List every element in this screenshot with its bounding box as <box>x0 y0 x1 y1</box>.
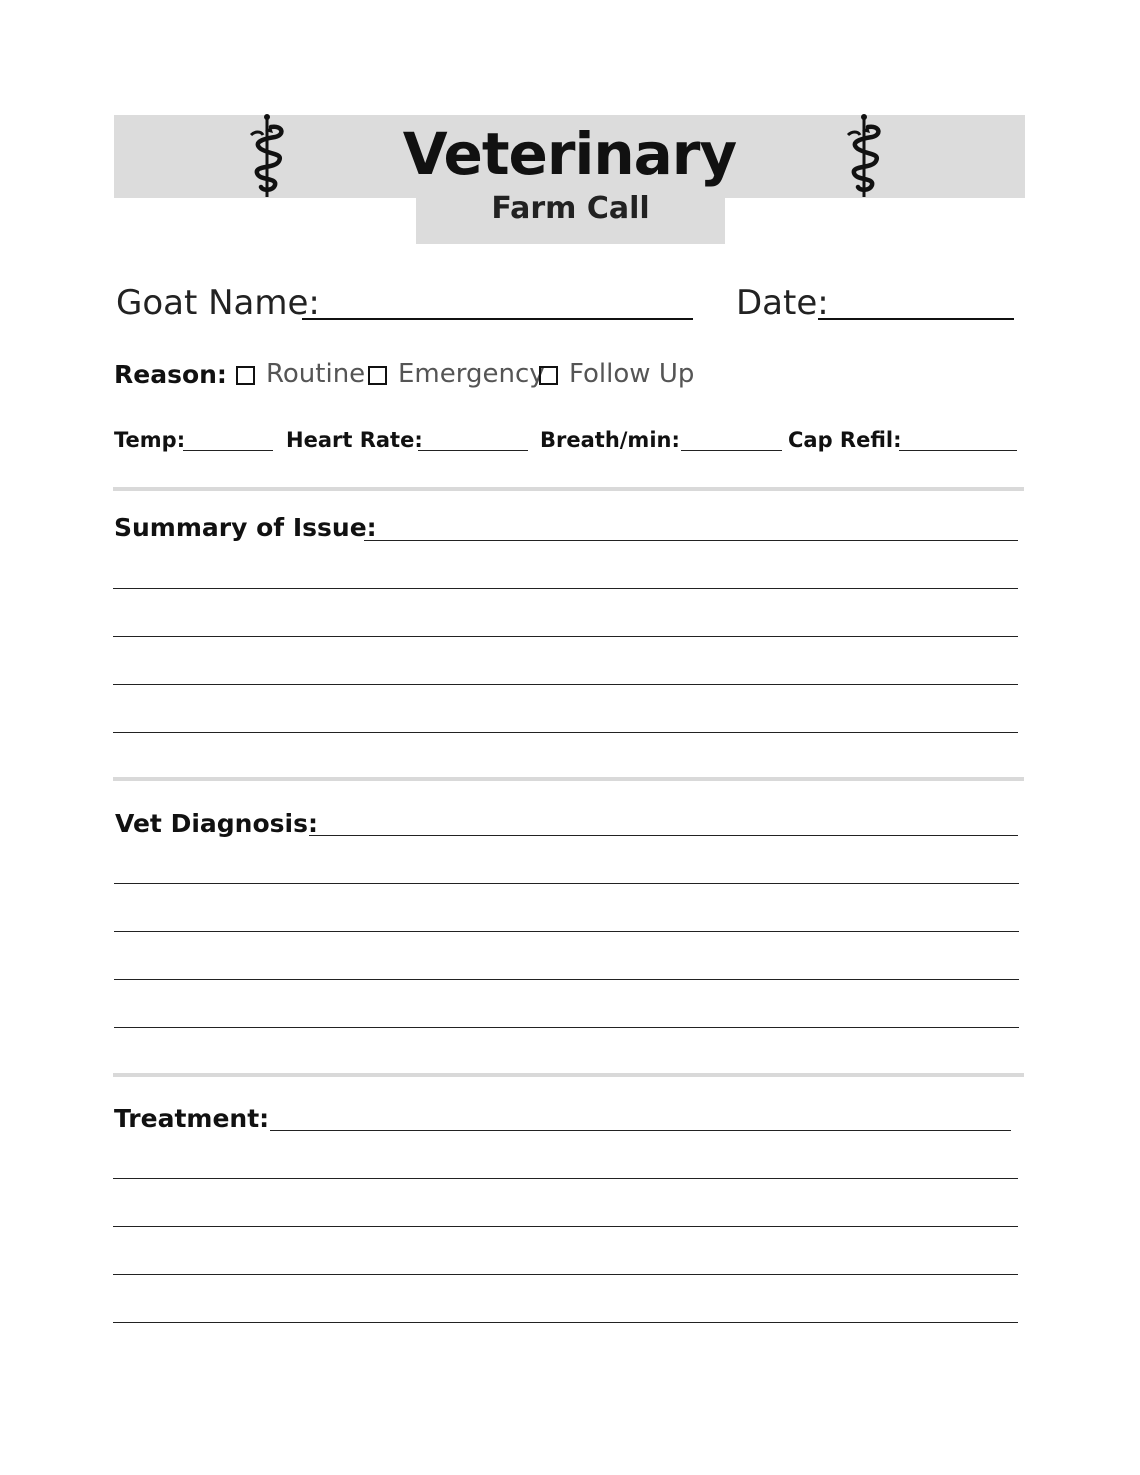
summary-line[interactable] <box>364 540 1018 541</box>
routine-option-label: Routine <box>266 359 366 389</box>
diagnosis-line[interactable] <box>114 883 1019 884</box>
section-divider <box>113 1073 1024 1077</box>
summary-line[interactable] <box>113 636 1018 637</box>
treatment-line[interactable] <box>113 1322 1018 1323</box>
section-divider <box>113 487 1024 491</box>
cap-refil-field[interactable] <box>899 450 1017 451</box>
heart-rate-label: Heart Rate: <box>286 428 423 452</box>
follow-up-option-label: Follow Up <box>569 359 695 389</box>
page-subtitle: Farm Call <box>491 191 650 226</box>
treatment-label: Treatment: <box>114 1104 270 1133</box>
treatment-line[interactable] <box>270 1130 1011 1131</box>
goat-name-label: Goat Name: <box>116 283 320 323</box>
treatment-line[interactable] <box>113 1178 1018 1179</box>
section-divider <box>113 777 1024 781</box>
cap-refil-label: Cap Refil: <box>788 428 902 452</box>
treatment-line[interactable] <box>113 1226 1018 1227</box>
diagnosis-line[interactable] <box>114 1027 1019 1028</box>
caduceus-right-icon <box>838 113 890 199</box>
goat-name-field[interactable] <box>302 318 693 320</box>
heart-rate-field[interactable] <box>418 450 528 451</box>
summary-line[interactable] <box>113 684 1018 685</box>
page-title: Veterinary <box>402 120 737 188</box>
summary-label: Summary of Issue: <box>114 513 377 542</box>
diagnosis-label: Vet Diagnosis: <box>115 809 318 838</box>
diagnosis-line[interactable] <box>114 979 1019 980</box>
follow-up-checkbox[interactable] <box>539 366 558 385</box>
temp-label: Temp: <box>114 428 186 452</box>
summary-line[interactable] <box>113 588 1018 589</box>
routine-checkbox[interactable] <box>236 366 255 385</box>
diagnosis-line[interactable] <box>114 931 1019 932</box>
date-label: Date: <box>736 283 829 323</box>
caduceus-left-icon <box>241 113 293 199</box>
summary-line[interactable] <box>113 732 1018 733</box>
date-field[interactable] <box>818 318 1014 320</box>
emergency-checkbox[interactable] <box>368 366 387 385</box>
diagnosis-line[interactable] <box>309 835 1018 836</box>
temp-field[interactable] <box>183 450 273 451</box>
breath-field[interactable] <box>681 450 782 451</box>
breath-label: Breath/min: <box>540 428 680 452</box>
reason-label: Reason: <box>114 360 227 389</box>
treatment-line[interactable] <box>113 1274 1018 1275</box>
emergency-option-label: Emergency <box>398 359 545 389</box>
